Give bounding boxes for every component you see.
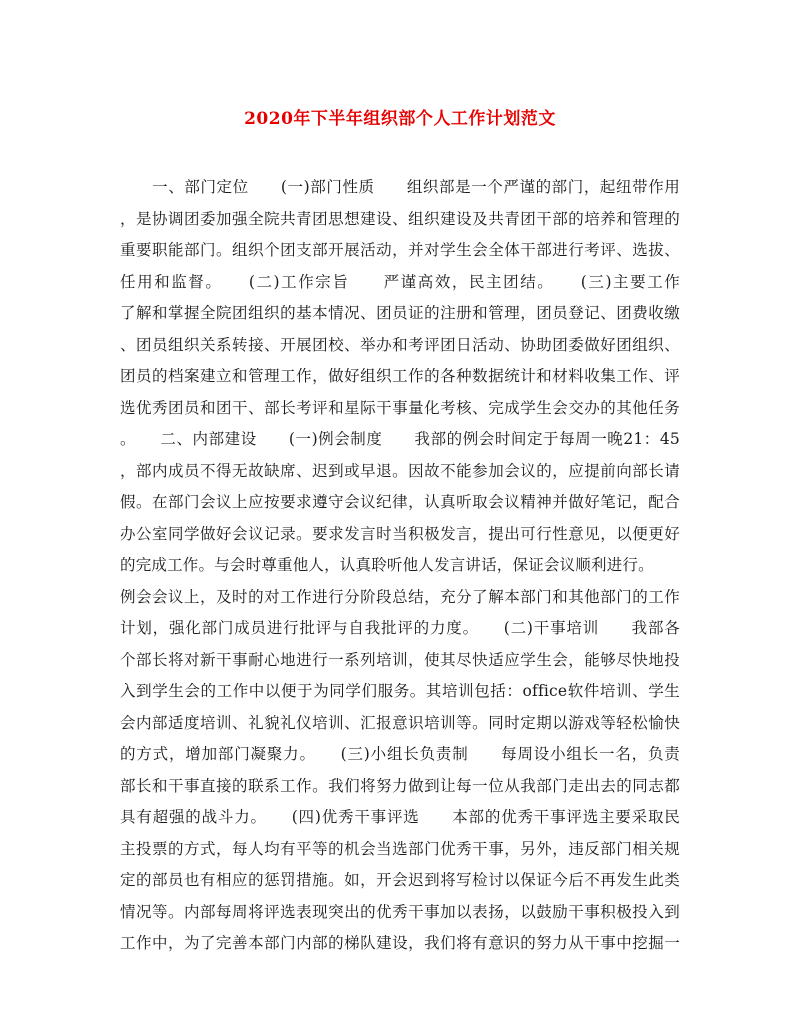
body-line: 。 二、内部建设 (一)例会制度 我部的例会时间定于每周一晚21：45 — [120, 430, 680, 448]
body-line: 部长和干事直接的联系工作。我们将努力做到让每一位从我部门走出去的同志都 — [120, 776, 680, 795]
body-line: 主投票的方式，每人均有平等的机会当选部门优秀干事，另外，违反部门相关规 — [120, 839, 680, 858]
body-line: 会内部适度培训、礼貌礼仪培训、汇报意识培训等。同时定期以游戏等轻松愉快 — [120, 713, 680, 732]
body-line: 定的部员也有相应的惩罚措施。如，开会迟到将写检讨以保证今后不再发生此类 — [120, 871, 680, 889]
body-line: 、团员组织关系转接、开展团校、举办和考评团日活动、协助团委做好团组织、 — [120, 335, 680, 354]
body-line: 假。在部门会议上应按要求遵守会议纪律，认真听取会议精神并做好笔记，配合 — [120, 493, 680, 511]
body-line: 团员的档案建立和管理工作，做好组织工作的各种数据统计和材料收集工作、评 — [120, 367, 680, 385]
body-line: 的完成工作。与会时尊重他人，认真聆听他人发言讲话，保证会议顺利进行。 — [120, 556, 654, 574]
body-line: 计划，强化部门成员进行批评与自我批评的力度。 (二)干事培训 我部各 — [120, 619, 680, 637]
body-line: ，部内成员不得无故缺席、迟到或早退。因故不能参加会议的，应提前向部长请 — [120, 461, 680, 480]
body-line: 具有超强的战斗力。 (四)优秀干事评选 本部的优秀干事评选主要采取民 — [120, 808, 680, 826]
body-line: 工作中，为了完善本部门内部的梯队建设，我们将有意识的努力从干事中挖掘一 — [120, 934, 680, 952]
body-line: 任用和监督。 (二)工作宗旨 严谨高效，民主团结。 (三)主要工作 — [120, 272, 680, 291]
document-body — [120, 172, 680, 960]
body-line: 例会会议上，及时的对工作进行分阶段总结，充分了解本部门和其他部门的工作 — [120, 587, 680, 606]
body-line: 选优秀团员和团干、部长考评和星际干事量化考核、完成学生会交办的其他任务 — [120, 398, 680, 417]
body-line: 情况等。内部每周将评选表现突出的优秀干事加以表扬，以鼓励干事积极投入到 — [120, 902, 680, 921]
body-line: 的方式，增加部门凝聚力。 (三)小组长负责制 每周设小组长一名，负责 — [120, 745, 680, 763]
body-line: 重要职能部门。组织个团支部开展活动，并对学生会全体干部进行考评、选拔、 — [120, 241, 680, 259]
body-line: 入到学生会的工作中以便于为同学们服务。其培训包括：office软件培训、学生 — [120, 682, 680, 700]
body-line: 了解和掌握全院团组织的基本情况、团员证的注册和管理，团员登记、团费收缴 — [120, 304, 680, 322]
body-line: 办公室同学做好会议记录。要求发言时当积极发言，提出可行性意见，以便更好 — [120, 524, 680, 543]
body-line: 个部长将对新干事耐心地进行一系列培训，使其尽快适应学生会，能够尽快地投 — [120, 650, 680, 669]
body-line: ，是协调团委加强全院共青团思想建设、组织建设及共青团干部的培养和管理的 — [120, 209, 680, 228]
document-title: 2020年下半年组织部个人工作计划范文 — [244, 109, 556, 129]
body-line: 一、部门定位 (一)部门性质 组织部是一个严谨的部门，起纽带作用 — [120, 178, 680, 196]
